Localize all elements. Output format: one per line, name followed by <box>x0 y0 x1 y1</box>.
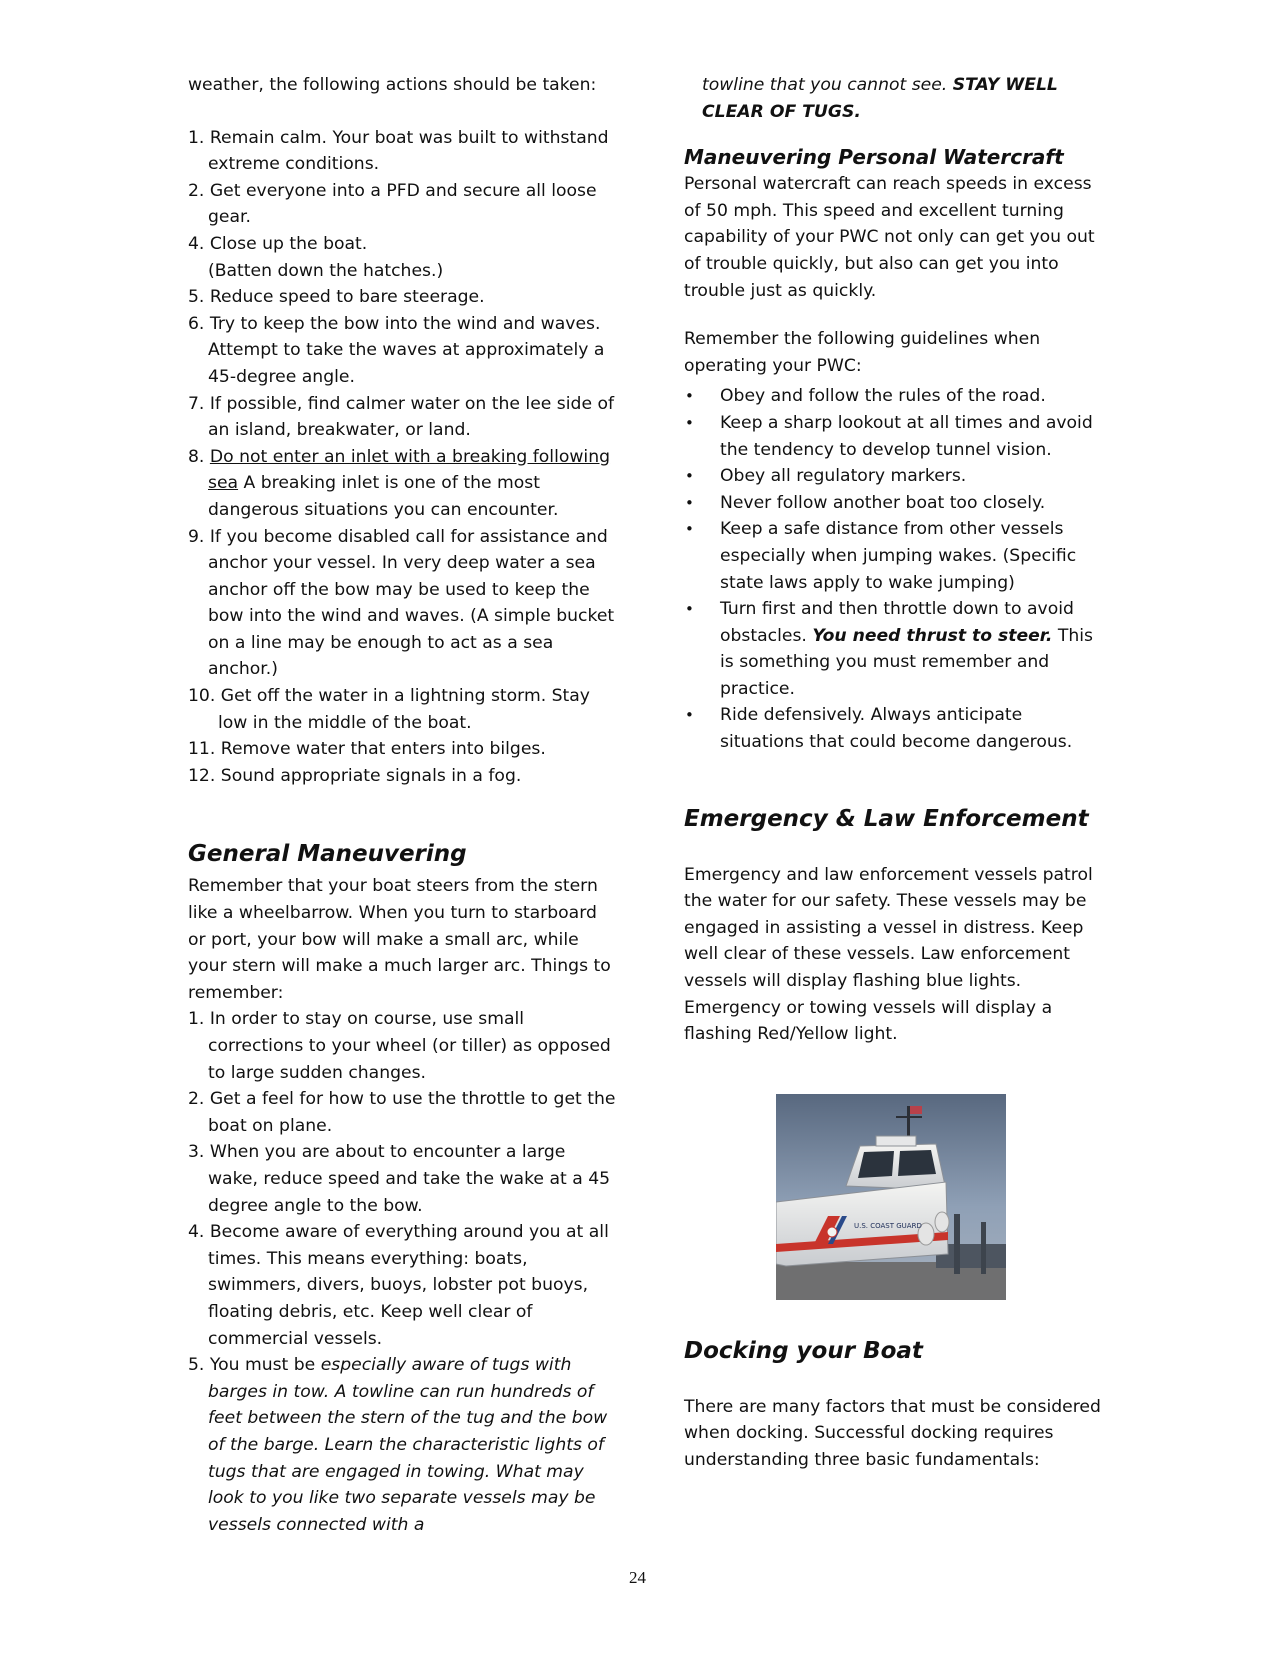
coast-guard-boat-photo <box>776 1094 1006 1300</box>
pwc-heading: Maneuvering Personal Watercraft <box>684 145 1064 170</box>
left-column <box>188 72 618 1538</box>
pwc-guidelines-intro: Remember the following guidelines when operating your PWC: <box>684 329 1041 376</box>
list-item: 12. Sound appropriate signals in a fog. <box>188 765 522 786</box>
list-item: 1. In order to stay on course, use small corrections to your wheel (or tiller) as opposed to large sudden changes. <box>188 1009 611 1083</box>
list-item: • Keep a safe distance from other vessels especially when jumping wakes. (Specific state laws apply to wake jumping) <box>684 516 1104 596</box>
general-maneuvering-list <box>188 1006 618 1538</box>
list-item: 6. Try to keep the bow into the wind and waves. Attempt to take the waves at approximately a 45-degree angle. <box>188 313 605 387</box>
hull-lettering: U.S. COAST GUARD <box>854 1221 922 1230</box>
inlet-warning: Do not enter an inlet with a breaking following sea <box>208 446 611 494</box>
general-maneuvering-intro: Remember that your boat steers from the stern like a wheelbarrow. When you turn to starboard or port, your bow will make a small arc, while your stern will make a much larger arc. Things to remember: <box>188 876 611 1003</box>
list-item <box>684 596 1104 702</box>
docking-text: There are many factors that must be considered when docking. Successful docking requires understanding three basic fundamentals: <box>684 1396 1101 1470</box>
emergency-heading: Emergency & Law Enforcement <box>684 805 1089 832</box>
page-number: 24 <box>629 1568 646 1587</box>
list-item: 2. Get everyone into a PFD and secure all loose gear. <box>188 180 597 228</box>
list-item: 3. When you are about to encounter a large wake, reduce speed and take the wake at a 45 degree angle to the bow. <box>188 1142 611 1216</box>
general-maneuvering-heading: General Maneuvering <box>188 841 467 868</box>
list-item-continuation: (Batten down the hatches.) <box>208 260 444 281</box>
list-item: • Obey all regulatory markers. <box>684 463 1104 490</box>
list-item: 7. If possible, find calmer water on the lee side of an island, breakwater, or land. <box>188 393 615 441</box>
storm-actions-list <box>188 125 618 790</box>
docking-heading: Docking your Boat <box>684 1337 923 1364</box>
list-item: 2. Get a feel for how to use the throttle to get the boat on plane. <box>188 1089 616 1136</box>
right-column <box>684 72 1104 1474</box>
list-item: • Obey and follow the rules of the road. <box>684 383 1104 410</box>
thrust-emphasis: You need thrust to steer. <box>812 625 1053 646</box>
list-item: 5. Reduce speed to bare steerage. <box>188 287 485 308</box>
list-item: 11. Remove water that enters into bilges. <box>188 739 546 760</box>
list-item: • Never follow another boat too closely. <box>684 490 1104 517</box>
storm-intro: weather, the following actions should be taken: <box>188 75 597 95</box>
list-item: 10. Get off the water in a lightning storm. Stay low in the middle of the boat. <box>188 686 590 733</box>
list-item-number: 8. <box>188 446 210 467</box>
tug-warning-bold: STAY WELL CLEAR OF TUGS. <box>702 75 1058 122</box>
tug-continuation-text: towline that you cannot see. <box>702 75 953 95</box>
pwc-intro: Personal watercraft can reach speeds in excess of 50 mph. This speed and excellent turning capability of your PWC not only can get you out of trouble quickly, but also can get you into trouble just as quickly. <box>684 174 1095 301</box>
emergency-text: Emergency and law enforcement vessels patrol the water for our safety. These vessels may be engaged in assisting a vessel in distress. Keep well clear of these vessels. Law enforcement vessels will display flashing blue lights. Emergency or towing vessels will display a flashing Red/Yellow light. <box>684 864 1093 1045</box>
tug-continuation <box>684 72 1104 125</box>
list-item: 9. If you become disabled call for assistance and anchor your vessel. In very deep water a sea anchor off the bow may be used to keep the bow into the wind and waves. (A simple bucket on a line may be enough to act as a sea anchor.) <box>188 526 615 680</box>
tug-item-prefix: 5. You must be <box>188 1355 321 1376</box>
list-item: • Ride defensively. Always anticipate situations that could become dangerous. <box>684 702 1104 755</box>
list-item <box>188 444 618 524</box>
inlet-warning-explanation: A breaking inlet is one of the most dangerous situations you can encounter. <box>208 473 559 520</box>
throttle-suffix: This is something you must remember and practice. <box>720 625 1093 699</box>
list-item: 1. Remain calm. Your boat was built to withstand extreme conditions. <box>188 127 609 175</box>
pwc-guidelines-list <box>684 383 1104 755</box>
list-item <box>188 1352 618 1538</box>
list-item: • Keep a sharp lookout at all times and avoid the tendency to develop tunnel vision. <box>684 410 1104 463</box>
tug-item-warning: especially aware of tugs with barges in tow. A towline can run hundreds of feet between the stern of the tug and the bow of the barge. Learn the characteristic lights of tugs that are engaged in towing. What may look to you like two separate vessels may be vessels connected with a <box>208 1355 608 1535</box>
throttle-prefix: Turn first and then throttle down to avoid obstacles. <box>720 599 1074 646</box>
list-item: 4. Close up the boat. <box>188 233 368 254</box>
list-item: 4. Become aware of everything around you at all times. This means everything: boats, swimmers, divers, buoys, lobster pot buoys, floating debris, etc. Keep well clear of commercial vessels. <box>188 1222 609 1349</box>
